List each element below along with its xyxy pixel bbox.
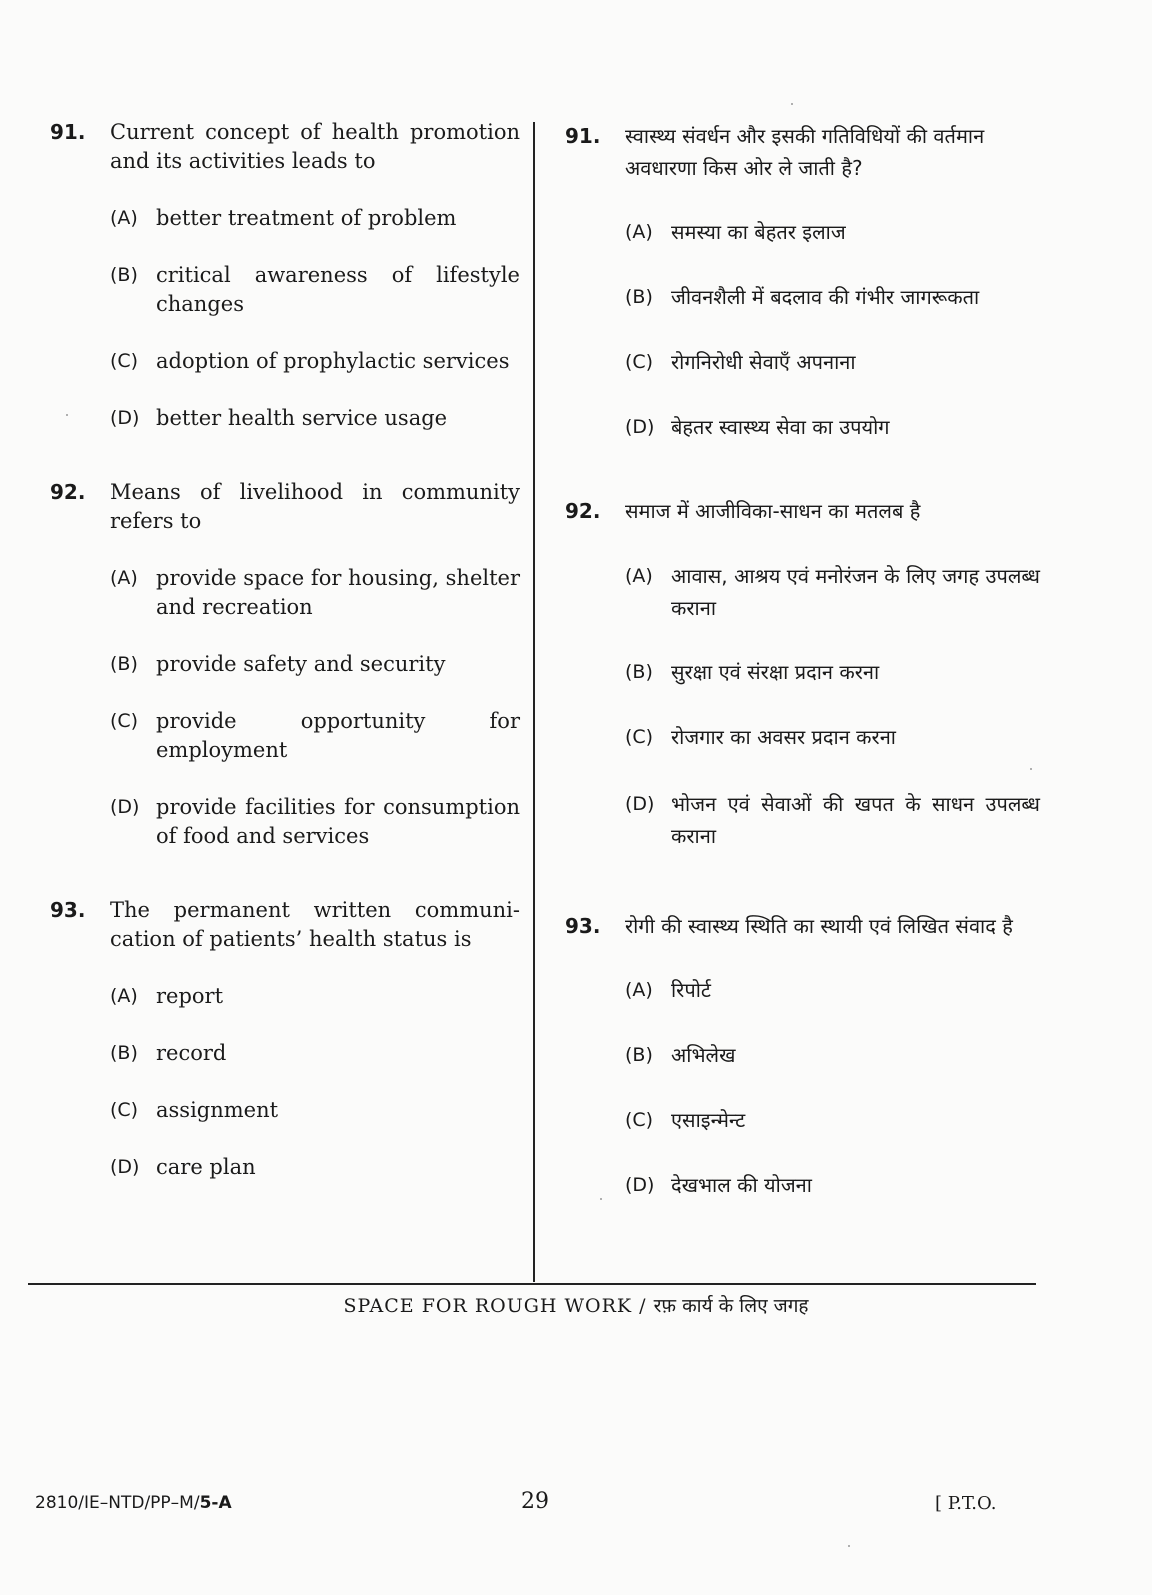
question-number: 92. <box>50 480 86 504</box>
booklet-code: 2810/IE–NTD/PP–M/5-A <box>35 1493 232 1513</box>
option-a: (A) report <box>110 984 224 1008</box>
question-text: 91. स्वास्थ्य संवर्धन और इसकी गतिविधियों की वर्तमान अवधारणा किस ओर ले जाती है? <box>565 120 1040 184</box>
option-c: (C) रोजगार का अवसर प्रदान करना <box>625 725 896 749</box>
option-b: (B) critical awareness of lifestyle changes <box>110 263 520 316</box>
scan-speck <box>66 414 68 416</box>
hindi-column <box>565 118 1040 1200</box>
option-c: (C) एसाइन्मेन्ट <box>625 1108 746 1132</box>
option-c: (C) adoption of prophylactic services <box>110 349 510 373</box>
option-a: (A) आवास, आश्रय एवं मनोरंजन के लिए जगह उपलब्ध कराना <box>625 564 1040 620</box>
page-number: 29 <box>521 1489 549 1514</box>
question-text: 91. Current concept of health promotion and its activities leads to <box>50 120 520 173</box>
option-b: (B) अभिलेख <box>625 1043 736 1067</box>
question-91-en <box>50 118 520 433</box>
rough-work-heading: SPACE FOR ROUGH WORK / रफ़ कार्य के लिए जगह <box>343 1295 809 1317</box>
scan-speck <box>1030 768 1032 770</box>
option-d: (D) better health service usage <box>110 406 448 430</box>
option-c: (C) provide opportunity for employment <box>110 709 520 762</box>
question-number: 93. <box>50 898 86 922</box>
question-92-en <box>50 478 520 851</box>
question-91-hi <box>565 120 1040 442</box>
option-a: (A) रिपोर्ट <box>625 978 711 1002</box>
option-d: (D) बेहतर स्वास्थ्य सेवा का उपयोग <box>625 415 890 439</box>
question-93-en <box>50 896 520 1182</box>
question-text: 92. समाज में आजीविका-साधन का मतलब है <box>565 497 1040 526</box>
question-number: 93. <box>565 914 601 938</box>
option-d: (D) देखभाल की योजना <box>625 1173 812 1197</box>
option-a: (A) better treatment of problem <box>110 206 457 230</box>
scan-speck <box>791 103 793 105</box>
question-number: 92. <box>565 499 601 523</box>
pto-mark: [ P.T.O. <box>935 1493 997 1514</box>
question-93-hi <box>565 910 1040 1200</box>
option-b: (B) provide safety and security <box>110 652 446 676</box>
english-column <box>50 118 520 1182</box>
scan-speck <box>848 1545 850 1547</box>
question-text: 93. रोगी की स्वास्थ्य स्थिति का स्थायी एवं लिखित संवाद है <box>565 910 1040 942</box>
option-b: (B) जीवनशैली में बदलाव की गंभीर जागरूकता <box>625 285 980 309</box>
question-text: 93. The permanent written communi-cation of patients’ health status is <box>50 898 520 951</box>
option-d: (D) care plan <box>110 1155 256 1179</box>
option-a: (A) provide space for housing, shelter and recreation <box>110 566 520 619</box>
column-divider <box>533 122 535 1282</box>
question-number: 91. <box>50 120 86 144</box>
question-text: 92. Means of livelihood in community refers to <box>50 480 520 533</box>
option-b: (B) record <box>110 1041 227 1065</box>
option-d: (D) provide facilities for consumption of food and services <box>110 795 520 848</box>
question-92-hi <box>565 497 1040 852</box>
option-c: (C) रोगनिरोधी सेवाएँ अपनाना <box>625 350 856 374</box>
option-d: (D) भोजन एवं सेवाओं की खपत के साधन उपलब्ध कराना <box>625 792 1040 848</box>
option-c: (C) assignment <box>110 1098 279 1122</box>
option-b: (B) सुरक्षा एवं संरक्षा प्रदान करना <box>625 660 880 684</box>
horizontal-rule <box>28 1283 1036 1285</box>
option-a: (A) समस्या का बेहतर इलाज <box>625 220 846 244</box>
question-number: 91. <box>565 124 601 148</box>
scan-speck <box>600 1198 602 1200</box>
